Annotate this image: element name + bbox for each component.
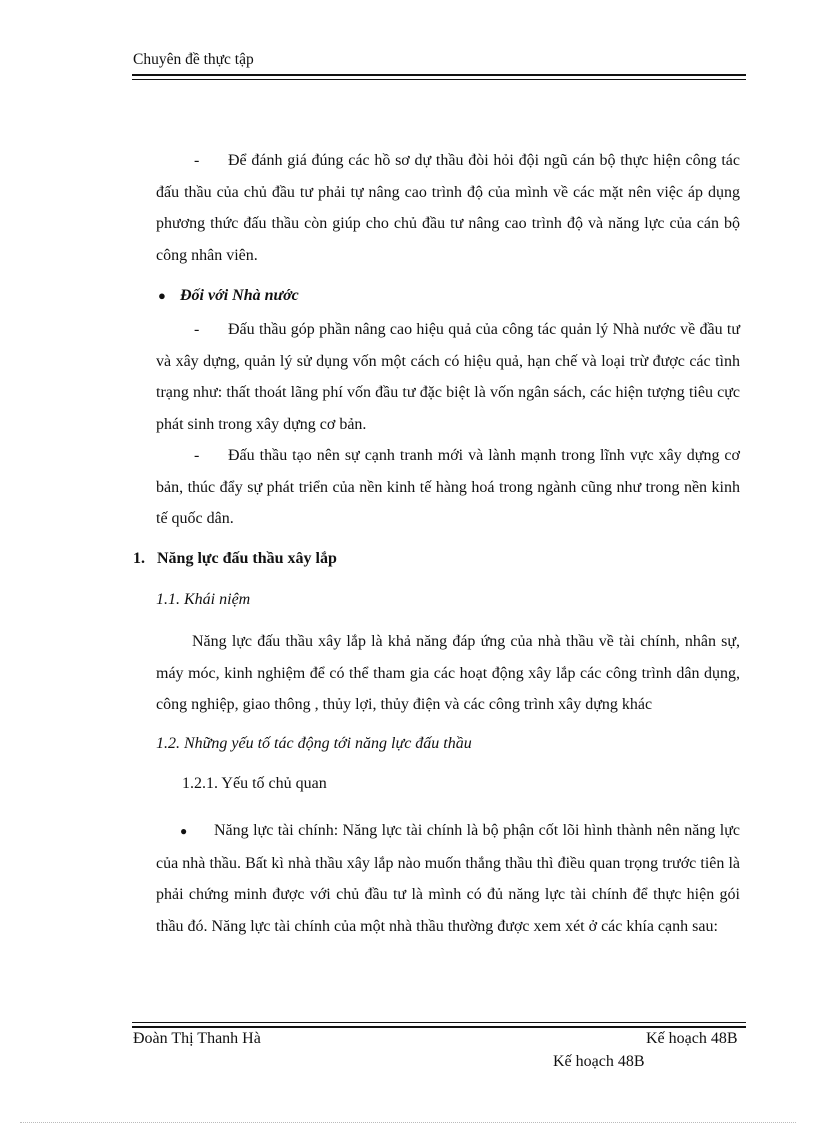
bullet-heading-text: Đối với Nhà nước [180, 287, 299, 304]
footer-author: Đoàn Thị Thanh Hà [133, 1030, 261, 1047]
footer-rule-bottom [132, 1026, 746, 1028]
section-heading-1-2-1: 1.2.1. Yếu tố chủ quan [182, 775, 327, 792]
section-number: 1. [133, 550, 145, 567]
header-rule-bottom [132, 79, 746, 80]
section-title: Năng lực đấu thầu xây lắp [157, 550, 337, 567]
dash-marker: - [194, 152, 200, 169]
footer-rule-top [132, 1022, 746, 1023]
footer-class: Kế hoạch 48B [646, 1030, 738, 1047]
dash-marker: - [194, 447, 200, 464]
paragraph-text: Đấu thầu góp phần nâng cao hiệu quả của công tác quản lý Nhà nước về đầu tư và xây dựng, quản lý sử dụng vốn một cách có hiệu quả, hạn chế và loại trừ được các tình trạng như: thất thoát lãng phí vốn đầu tư đặc biệt là vốn ngân sách, các hiện tượng tiêu cực phát sinh trong xây dựng cơ bản. [156, 321, 740, 433]
header-title: Chuyên đề thực tập [133, 51, 254, 68]
bullet-heading-state [158, 287, 299, 305]
section-heading-1-2: 1.2. Những yếu tố tác động tới năng lực đấu thầu [156, 735, 472, 752]
footer-class-duplicate: Kế hoạch 48B [553, 1053, 645, 1070]
section-heading-1-1: 1.1. Khái niệm [156, 591, 251, 608]
bullet-icon: ● [158, 288, 166, 303]
paragraph-definition: Năng lực đấu thầu xây lắp là khả năng đáp ứng của nhà thầu về tài chính, nhân sự, máy móc, kinh nghiệm để có thể tham gia các hoạt động xây lắp các công trình dân dụng, công nghiệp, giao thông , thủy lợi, thủy điện và các công trình xây dựng khác [156, 633, 740, 713]
dash-marker: - [194, 321, 200, 338]
bullet-icon: ● [180, 824, 188, 838]
paragraph-investor-capacity [156, 145, 740, 271]
paragraph-text: Để đánh giá đúng các hồ sơ dự thầu đòi hỏi đội ngũ cán bộ thực hiện công tác đấu thầu của chủ đầu tư phải tự nâng cao trình độ của mình về các mặt nên việc áp dụng phương thức đấu thầu còn giúp cho chủ đầu tư nâng cao trình độ và năng lực của cán bộ công nhân viên. [156, 152, 740, 264]
paragraph-competition [156, 440, 740, 535]
paragraph-state-management [156, 314, 740, 440]
paragraph-text: Năng lực tài chính: Năng lực tài chính là bộ phận cốt lõi hình thành nên năng lực của nhà thầu. Bất kì nhà thầu xây lắp nào muốn thắng thầu thì điều quan trọng trước tiên là phải chứng minh được với chủ đầu tư là mình có đủ năng lực tài chính để thực hiện gói thầu đó. Năng lực tài chính của một nhà thầu thường được xem xét ở các khía cạnh sau: [156, 822, 740, 935]
header-rule-top [132, 74, 746, 76]
paragraph-financial-capacity [156, 815, 740, 942]
paragraph-text: Đấu thầu tạo nên sự cạnh tranh mới và lành mạnh trong lĩnh vực xây dựng cơ bản, thúc đẩy sự phát triển của nền kinh tế hàng hoá trong ngành cũng như trong nền kinh tế quốc dân. [156, 447, 740, 527]
section-heading-1 [133, 550, 337, 568]
